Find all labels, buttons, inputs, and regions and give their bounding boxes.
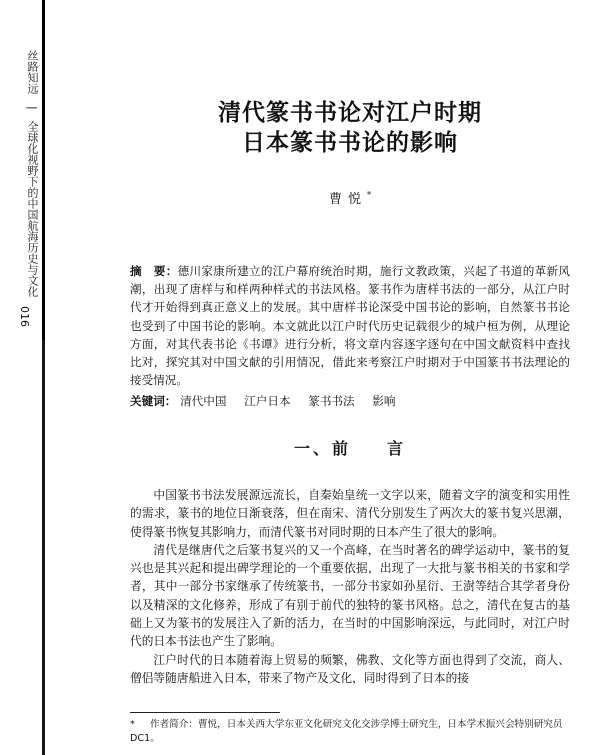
keywords xyxy=(130,392,570,410)
title-line-2: 日本篆书书论的影响 xyxy=(242,130,458,156)
keyword: 江户日本 xyxy=(244,394,291,408)
author-footnote-mark: * xyxy=(367,190,371,200)
keyword: 清代中国 xyxy=(180,394,227,408)
keywords-label: 关键词： xyxy=(130,394,177,408)
running-header xyxy=(10,50,40,297)
page-number: 016 xyxy=(18,306,31,327)
article-title xyxy=(130,98,570,158)
body-paragraph: 清代是继唐代之后篆书复兴的又一个高峰，在当时著名的碑学运动中，篆书的复兴也是其兴起和提出碑学理论的一个重要依据，出现了一大批与篆书相关的书家和学者，其中一部分书家继承了传统篆书，一部分书家如孙星衍、王澍等结合其学者身份以及精深的文化修养，形成了有别于前代的独特的篆书风格。总之，清代在复古的基础上又为篆书的发展注入了新的活力，在当时的中国影响深远，与此同时，对江户时代的日本书法也产生了影响。 xyxy=(130,542,570,649)
volume-subtitle: 全球化视野下的中国航海历史与文化 xyxy=(26,120,39,297)
author-line xyxy=(130,188,570,207)
abstract-text: 德川家康所建立的江户幕府统治时期，施行文教政策，兴起了书道的革新风潮，出现了唐样与和样两种样式的书法风格。篆书作为唐样书法的一部分，从江户时代才开始得到真正意义上的发展。其中唐样书论深受中国书论的影响，自然篆书书论也受到了中国书论的影响。本文就此以江户时代历史记载很少的城户桓为例，从理论方面，对其代表书论《书谭》进行分析，将文章内容逐字逐句在中国文献资料中查找比对，探究其对中国文献的引用情况，借此来考察江户时期对于中国篆书书法理论的接受情况。 xyxy=(130,264,570,388)
header-divider: | xyxy=(26,105,39,110)
section-number: 一、前 xyxy=(293,439,351,458)
footnote-text: 作者简介：曹悦，日本关西大学东亚文化研究文化交涉学博士研究生，日本学术振兴会特别研究员DC1。 xyxy=(130,719,563,744)
section-heading xyxy=(130,436,570,459)
footnote-mark: * xyxy=(130,719,135,730)
keyword: 影响 xyxy=(372,394,396,408)
body-text xyxy=(130,486,570,687)
abstract-label: 摘 要： xyxy=(130,264,178,278)
body-paragraph: 江户时代的日本随着海上贸易的频繁，佛教、文化等方面也得到了交流，商人、僧侣等随唐船进入日本，带来了物产及文化，同时得到了日本的接 xyxy=(130,652,570,685)
abstract xyxy=(130,262,570,389)
author-name: 曹悦 xyxy=(328,192,367,207)
spine-block xyxy=(42,0,45,340)
footnote xyxy=(130,718,570,746)
series-name: 丝路知远 xyxy=(26,50,39,94)
section-title: 言 xyxy=(387,439,407,458)
footnote-divider xyxy=(130,712,280,713)
title-line-1: 清代篆书书论对江户时期 xyxy=(218,100,482,126)
keyword: 篆书书法 xyxy=(308,394,355,408)
body-paragraph: 中国篆书书法发展源远流长，自秦始皇统一文字以来，随着文字的演变和实用性的需求，篆书的地位日渐衰落，但在南宋、清代分别发生了两次大的篆书复兴思潮，使得篆书恢复其影响力，而清代篆书对同时期的日本产生了很大的影响。 xyxy=(130,488,570,539)
